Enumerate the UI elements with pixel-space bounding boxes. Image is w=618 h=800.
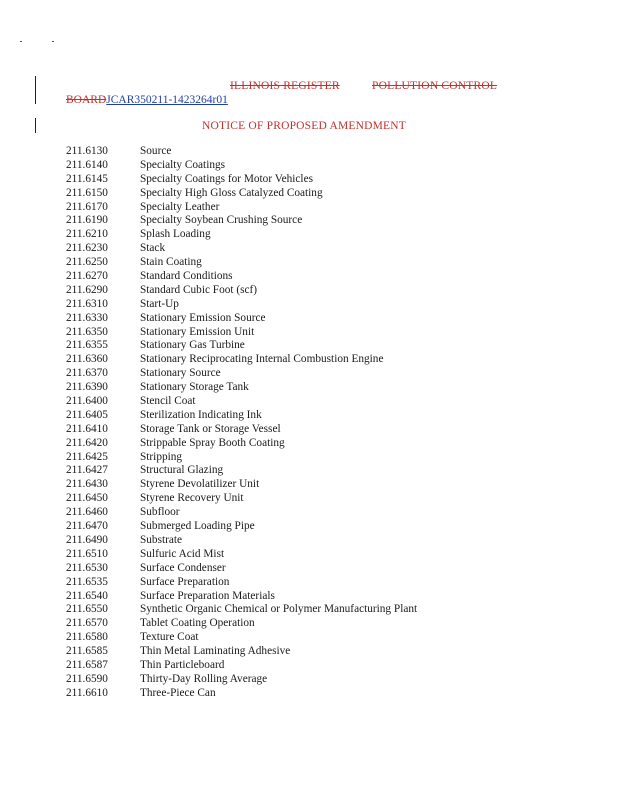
definition-row <box>66 145 586 159</box>
section-number: 211.6230 <box>66 242 108 255</box>
jcar-identifier: JCAR350211-1423264r01 <box>106 94 228 106</box>
defined-term: Styrene Devolatilizer Unit <box>140 478 260 491</box>
section-number: 211.6370 <box>66 367 108 380</box>
section-number: 211.6425 <box>66 450 108 463</box>
running-header-line2 <box>66 94 228 106</box>
section-number: 211.6250 <box>66 256 108 269</box>
section-number: 211.6290 <box>66 283 108 296</box>
defined-term: Splash Loading <box>140 228 211 241</box>
register-title: ILLINOIS REGISTER <box>230 80 340 92</box>
definition-row <box>66 464 586 478</box>
defined-term: Texture Coat <box>140 631 199 644</box>
definition-row <box>66 381 586 395</box>
defined-term: Surface Preparation <box>140 575 230 588</box>
definition-row <box>66 478 586 492</box>
definition-row <box>66 367 586 381</box>
defined-term: Subfloor <box>140 506 180 519</box>
section-number: 211.6330 <box>66 311 108 324</box>
defined-term: Storage Tank or Storage Vessel <box>140 422 281 435</box>
section-number: 211.6490 <box>66 533 108 546</box>
section-number: 211.6570 <box>66 617 108 630</box>
definition-row <box>66 534 586 548</box>
defined-term: Surface Preparation Materials <box>140 589 275 602</box>
definition-row <box>66 423 586 437</box>
section-number: 211.6585 <box>66 645 108 658</box>
definition-row <box>66 576 586 590</box>
defined-term: Strippable Spray Booth Coating <box>140 436 285 449</box>
definition-row <box>66 326 586 340</box>
section-number: 211.6170 <box>66 200 108 213</box>
section-number: 211.6390 <box>66 381 108 394</box>
definition-row <box>66 492 586 506</box>
definition-row <box>66 298 586 312</box>
definition-row <box>66 645 586 659</box>
scan-speck <box>52 41 54 42</box>
section-number: 211.6427 <box>66 464 108 477</box>
section-number: 211.6550 <box>66 603 108 616</box>
defined-term: Thin Particleboard <box>140 658 225 671</box>
defined-term: Thin Metal Laminating Adhesive <box>140 645 291 658</box>
definition-row <box>66 409 586 423</box>
defined-term: Specialty Coatings <box>140 158 226 171</box>
defined-term: Source <box>140 145 172 157</box>
defined-term: Stack <box>140 242 166 255</box>
definition-row <box>66 673 586 687</box>
definition-row <box>66 228 586 242</box>
definition-row <box>66 659 586 673</box>
definition-row <box>66 437 586 451</box>
defined-term: Stationary Source <box>140 367 221 380</box>
defined-term: Surface Condenser <box>140 561 226 574</box>
section-number: 211.6610 <box>66 686 108 699</box>
definition-row <box>66 173 586 187</box>
definition-row <box>66 395 586 409</box>
definitions-list <box>66 145 586 701</box>
definition-row <box>66 214 586 228</box>
defined-term: Stationary Gas Turbine <box>140 339 245 352</box>
defined-term: Standard Cubic Foot (scf) <box>140 283 258 296</box>
defined-term: Standard Conditions <box>140 270 233 283</box>
running-header <box>0 80 618 94</box>
section-number: 211.6400 <box>66 395 108 408</box>
section-number: 211.6355 <box>66 339 108 352</box>
definition-row <box>66 562 586 576</box>
section-number: 211.6590 <box>66 672 108 685</box>
defined-term: Stationary Storage Tank <box>140 381 249 394</box>
definition-row <box>66 506 586 520</box>
section-number: 211.6190 <box>66 214 108 227</box>
definition-row <box>66 270 586 284</box>
defined-term: Stationary Emission Source <box>140 311 266 324</box>
definition-row <box>66 451 586 465</box>
section-number: 211.6587 <box>66 658 108 671</box>
defined-term: Specialty Soybean Crushing Source <box>140 214 303 227</box>
defined-term: Stencil Coat <box>140 395 196 408</box>
definition-row <box>66 312 586 326</box>
definition-row <box>66 520 586 534</box>
board-title-struck-cont: BOARD <box>66 94 107 106</box>
definition-row <box>66 617 586 631</box>
definition-row <box>66 548 586 562</box>
defined-term: Thirty-Day Rolling Average <box>140 672 268 685</box>
defined-term: Submerged Loading Pipe <box>140 520 255 533</box>
section-number: 211.6470 <box>66 520 108 533</box>
section-number: 211.6210 <box>66 228 108 241</box>
definition-row <box>66 353 586 367</box>
definition-row <box>66 242 586 256</box>
section-number: 211.6460 <box>66 506 108 519</box>
definition-row <box>66 687 586 701</box>
section-number: 211.6530 <box>66 561 108 574</box>
defined-term: Specialty Coatings for Motor Vehicles <box>140 172 313 185</box>
section-number: 211.6580 <box>66 631 108 644</box>
definition-row <box>66 590 586 604</box>
section-number: 211.6350 <box>66 325 108 338</box>
defined-term: Specialty Leather <box>140 200 220 213</box>
defined-term: Substrate <box>140 533 183 546</box>
section-number: 211.6510 <box>66 547 108 560</box>
section-number: 211.6130 <box>66 145 108 157</box>
defined-term: Three-Piece Can <box>140 686 216 699</box>
definition-row <box>66 603 586 617</box>
definition-row <box>66 201 586 215</box>
board-title-struck: POLLUTION CONTROL <box>372 80 498 92</box>
section-number: 211.6140 <box>66 158 108 171</box>
definition-row <box>66 284 586 298</box>
section-number: 211.6450 <box>66 492 108 505</box>
defined-term: Tablet Coating Operation <box>140 617 255 630</box>
definition-row <box>66 159 586 173</box>
defined-term: Synthetic Organic Chemical or Polymer Manufacturing Plant <box>140 603 418 616</box>
definition-row <box>66 256 586 270</box>
defined-term: Specialty High Gloss Catalyzed Coating <box>140 186 323 199</box>
section-number: 211.6540 <box>66 589 108 602</box>
section-number: 211.6310 <box>66 297 108 310</box>
section-number: 211.6410 <box>66 422 108 435</box>
section-number: 211.6535 <box>66 575 108 588</box>
scan-speck <box>20 41 22 42</box>
section-number: 211.6150 <box>66 186 108 199</box>
defined-term: Stationary Reciprocating Internal Combustion Engine <box>140 353 384 366</box>
defined-term: Sulfuric Acid Mist <box>140 547 225 560</box>
section-number: 211.6145 <box>66 172 108 185</box>
section-number: 211.6360 <box>66 353 108 366</box>
notice-heading: NOTICE OF PROPOSED AMENDMENT <box>202 120 406 132</box>
section-number: 211.6270 <box>66 270 108 283</box>
definition-row <box>66 631 586 645</box>
defined-term: Stationary Emission Unit <box>140 325 255 338</box>
defined-term: Start-Up <box>140 297 179 310</box>
definition-row <box>66 339 586 353</box>
defined-term: Stain Coating <box>140 256 202 269</box>
section-number: 211.6430 <box>66 478 108 491</box>
defined-term: Sterilization Indicating Ink <box>140 408 262 421</box>
section-number: 211.6420 <box>66 436 108 449</box>
defined-term: Stripping <box>140 450 183 463</box>
defined-term: Structural Glazing <box>140 464 224 477</box>
defined-term: Styrene Recovery Unit <box>140 492 244 505</box>
section-number: 211.6405 <box>66 408 108 421</box>
definition-row <box>66 187 586 201</box>
